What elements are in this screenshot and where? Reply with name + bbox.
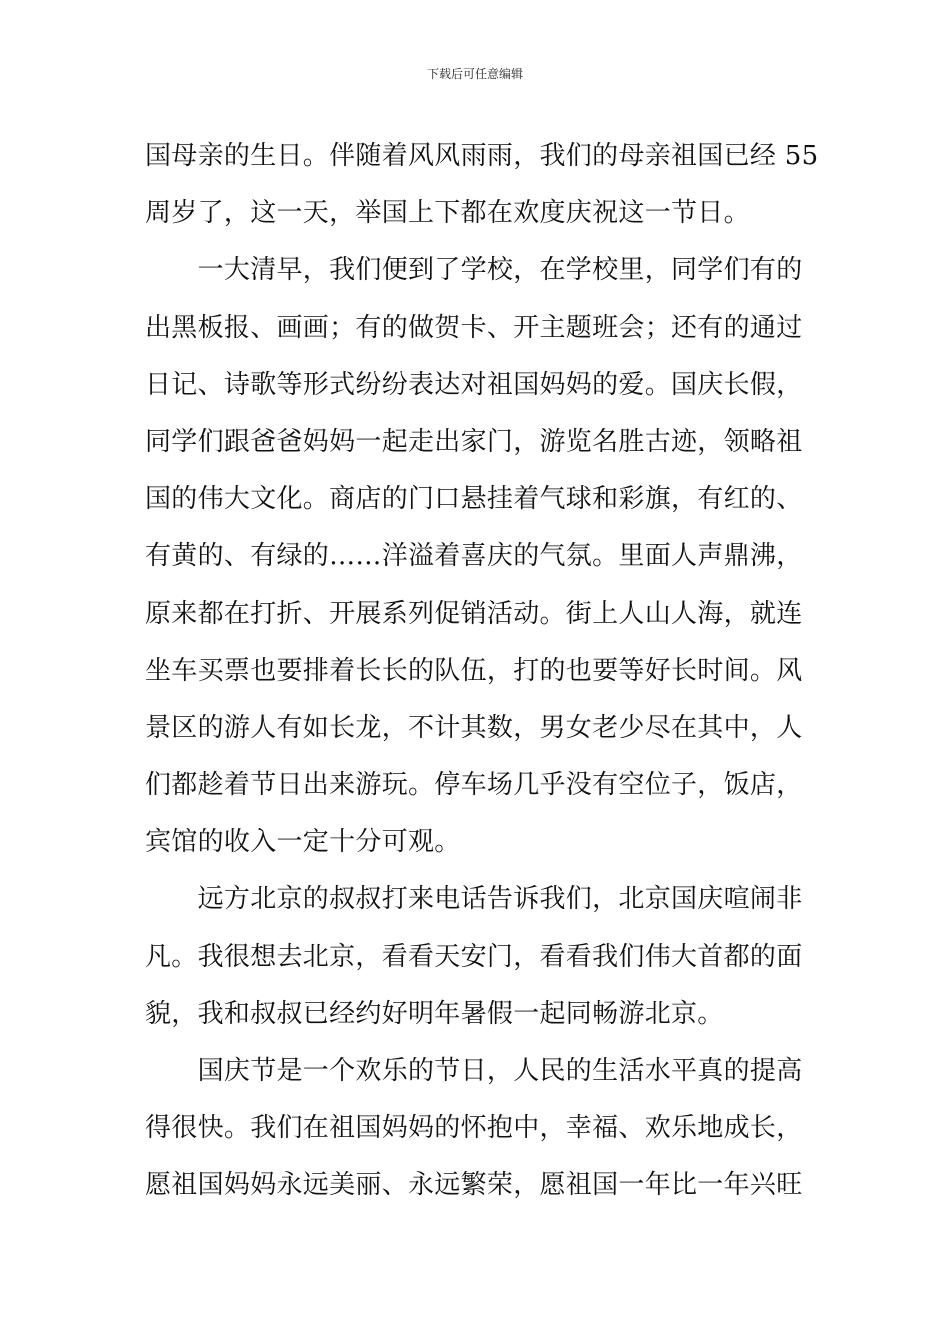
text-line: 同学们跟爸爸妈妈一起走出家门，游览名胜古迹，领略祖: [145, 426, 803, 457]
text-line: 原来都在打折、开展系列促销活动。街上人山人海，就连: [145, 598, 803, 629]
text-line: 愿祖国妈妈永远美丽、永远繁荣，愿祖国一年比一年兴旺: [145, 1170, 803, 1201]
text-line: 国母亲的生日。伴随着风风雨雨，我们的母亲祖国已经 55: [145, 141, 819, 171]
text-line: 一大清早，我们便到了学校，在学校里，同学们有的: [145, 255, 803, 286]
text-line: 坐车买票也要排着长长的队伍，打的也要等好长时间。风: [145, 655, 803, 686]
text-line: 周岁了，这一天，举国上下都在欢度庆祝这一节日。: [145, 198, 750, 229]
text-line: 有黄的、有绿的……洋溢着喜庆的气氛。里面人声鼎沸，: [145, 541, 803, 572]
text-line: 日记、诗歌等形式纷纷表达对祖国妈妈的爱。国庆长假，: [145, 369, 803, 400]
text-line: 貌，我和叔叔已经约好明年暑假一起同畅游北京。: [145, 998, 724, 1029]
essay-body: [145, 128, 819, 1215]
text-line: 国庆节是一个欢乐的节日，人民的生活水平真的提高: [145, 1056, 803, 1086]
text-line: 凡。我很想去北京，看看天安门，看看我们伟大首都的面: [145, 941, 803, 972]
text-line: 宾馆的收入一定十分可观。: [145, 827, 461, 858]
text-line: 景区的游人有如长龙，不计其数，男女老少尽在其中，人: [145, 712, 803, 743]
text-line: 们都趁着节日出来游玩。停车场几乎没有空位子，饭店，: [145, 770, 803, 801]
text-line: 远方北京的叔叔打来电话告诉我们，北京国庆喧闹非: [145, 884, 803, 915]
text-line: 出黑板报、画画；有的做贺卡、开主题班会；还有的通过: [145, 312, 803, 343]
text-line: 得很快。我们在祖国妈妈的怀抱中，幸福、欢乐地成长，: [145, 1113, 803, 1144]
page-header: 下载后可任意编辑: [426, 67, 523, 81]
text-line: 国的伟大文化。商店的门口悬挂着气球和彩旗，有红的、: [145, 484, 803, 515]
